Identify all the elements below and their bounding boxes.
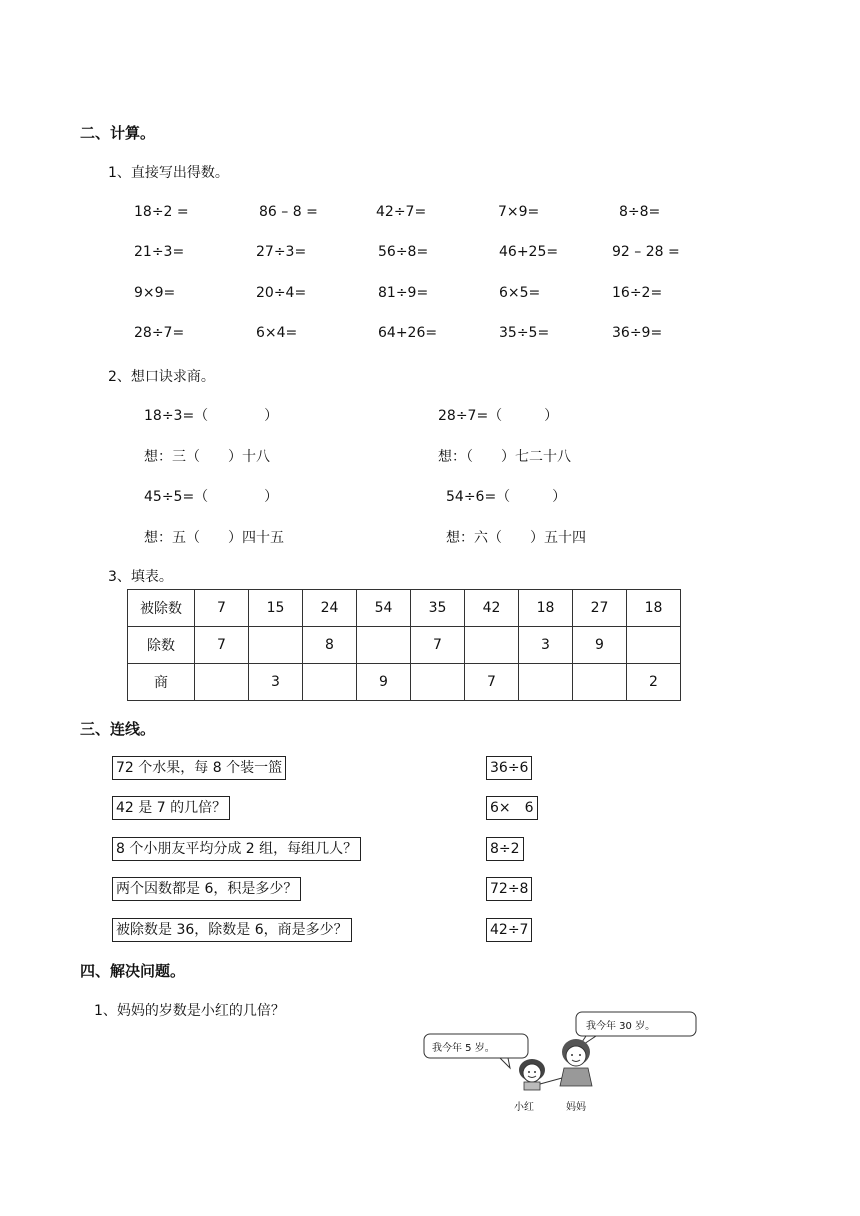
match-question[interactable]: 72 个水果，每 8 个装一篮 bbox=[112, 756, 286, 780]
calc-expression: 42÷7= bbox=[376, 204, 427, 220]
quotient-question: 28÷7=（ ） bbox=[438, 408, 559, 424]
girl-name: 小红 bbox=[514, 1102, 534, 1113]
table-cell: 9 bbox=[573, 627, 627, 664]
table-cell bbox=[465, 627, 519, 664]
table-cell: 27 bbox=[573, 590, 627, 627]
calc-expression: 81÷9= bbox=[378, 285, 429, 301]
table-row bbox=[128, 590, 681, 627]
table-cell: 3 bbox=[249, 664, 303, 701]
row-label: 除数 bbox=[128, 627, 195, 664]
row-label: 商 bbox=[128, 664, 195, 701]
calc-expression: 28÷7= bbox=[134, 325, 185, 341]
calc-expression: 27÷3= bbox=[256, 244, 307, 260]
table-cell bbox=[519, 664, 573, 701]
calc-expression: 9×9= bbox=[134, 285, 176, 301]
section-four-title: 四、解决问题。 bbox=[80, 962, 186, 980]
multiplication-rhyme: 想：六（ ）五十四 bbox=[446, 530, 586, 546]
match-answer[interactable]: 6× 6 bbox=[486, 796, 538, 820]
table-cell: 7 bbox=[465, 664, 519, 701]
table-cell bbox=[411, 664, 465, 701]
calc-expression: 16÷2= bbox=[612, 285, 663, 301]
match-answer[interactable]: 42÷7 bbox=[486, 918, 532, 942]
match-question[interactable]: 被除数是 36，除数是 6，商是多少？ bbox=[112, 918, 352, 942]
mom-name: 妈妈 bbox=[566, 1102, 586, 1113]
table-cell: 7 bbox=[411, 627, 465, 664]
part-three-title: 3、填表。 bbox=[108, 569, 173, 585]
table-cell bbox=[627, 627, 681, 664]
calc-expression: 36÷9= bbox=[612, 325, 663, 341]
table-row bbox=[128, 627, 681, 664]
multiplication-rhyme: 想：（ ）七二十八 bbox=[438, 449, 571, 465]
table-cell: 7 bbox=[195, 627, 249, 664]
table-cell: 18 bbox=[519, 590, 573, 627]
table-cell: 35 bbox=[411, 590, 465, 627]
table-cell: 18 bbox=[627, 590, 681, 627]
match-question[interactable]: 8 个小朋友平均分成 2 组，每组几人？ bbox=[112, 837, 361, 861]
match-answer[interactable]: 72÷8 bbox=[486, 877, 532, 901]
table-row bbox=[128, 664, 681, 701]
table-cell: 24 bbox=[303, 590, 357, 627]
quotient-question: 45÷5=（ ） bbox=[144, 489, 279, 505]
table-cell: 3 bbox=[519, 627, 573, 664]
calc-expression: 7×9= bbox=[498, 204, 540, 220]
illustration bbox=[420, 1000, 720, 1118]
table-cell: 54 bbox=[357, 590, 411, 627]
calc-expression: 92 – 28 = bbox=[612, 244, 680, 260]
row-label: 被除数 bbox=[128, 590, 195, 627]
match-answer[interactable]: 8÷2 bbox=[486, 837, 524, 861]
calc-expression: 6×4= bbox=[256, 325, 298, 341]
girl-speech: 我今年 5 岁。 bbox=[432, 1043, 495, 1054]
calc-expression: 20÷4= bbox=[256, 285, 307, 301]
match-answer[interactable]: 36÷6 bbox=[486, 756, 532, 780]
section-three-title: 三、连线。 bbox=[80, 720, 156, 738]
mom-speech: 我今年 30 岁。 bbox=[586, 1021, 656, 1032]
match-question[interactable]: 42 是 7 的几倍？ bbox=[112, 796, 230, 820]
table-cell bbox=[249, 627, 303, 664]
table-cell: 8 bbox=[303, 627, 357, 664]
table-cell: 9 bbox=[357, 664, 411, 701]
calc-expression: 56÷8= bbox=[378, 244, 429, 260]
table-cell bbox=[573, 664, 627, 701]
calc-expression: 64+26= bbox=[378, 325, 438, 341]
quotient-question: 18÷3=（ ） bbox=[144, 408, 279, 424]
problem-one-text: 1、妈妈的岁数是小红的几倍？ bbox=[94, 1003, 285, 1019]
part-one-title: 1、直接写出得数。 bbox=[108, 165, 229, 181]
calc-expression: 46+25= bbox=[499, 244, 559, 260]
calc-expression: 21÷3= bbox=[134, 244, 185, 260]
calc-expression: 86 – 8 = bbox=[259, 204, 318, 220]
table-cell bbox=[357, 627, 411, 664]
division-table bbox=[127, 589, 681, 701]
table-cell: 15 bbox=[249, 590, 303, 627]
calc-expression: 8÷8= bbox=[619, 204, 661, 220]
calc-expression: 35÷5= bbox=[499, 325, 550, 341]
section-two-title: 二、计算。 bbox=[80, 124, 156, 142]
part-two-title: 2、想口诀求商。 bbox=[108, 369, 215, 385]
table-cell: 7 bbox=[195, 590, 249, 627]
table-cell: 42 bbox=[465, 590, 519, 627]
match-question[interactable]: 两个因数都是 6，积是多少？ bbox=[112, 877, 301, 901]
table-cell bbox=[195, 664, 249, 701]
multiplication-rhyme: 想：三（ ）十八 bbox=[144, 449, 270, 465]
table-cell: 2 bbox=[627, 664, 681, 701]
quotient-question: 54÷6=（ ） bbox=[446, 489, 567, 505]
multiplication-rhyme: 想：五（ ）四十五 bbox=[144, 530, 284, 546]
calc-expression: 18÷2 = bbox=[134, 204, 189, 220]
calc-expression: 6×5= bbox=[499, 285, 541, 301]
table-cell bbox=[303, 664, 357, 701]
